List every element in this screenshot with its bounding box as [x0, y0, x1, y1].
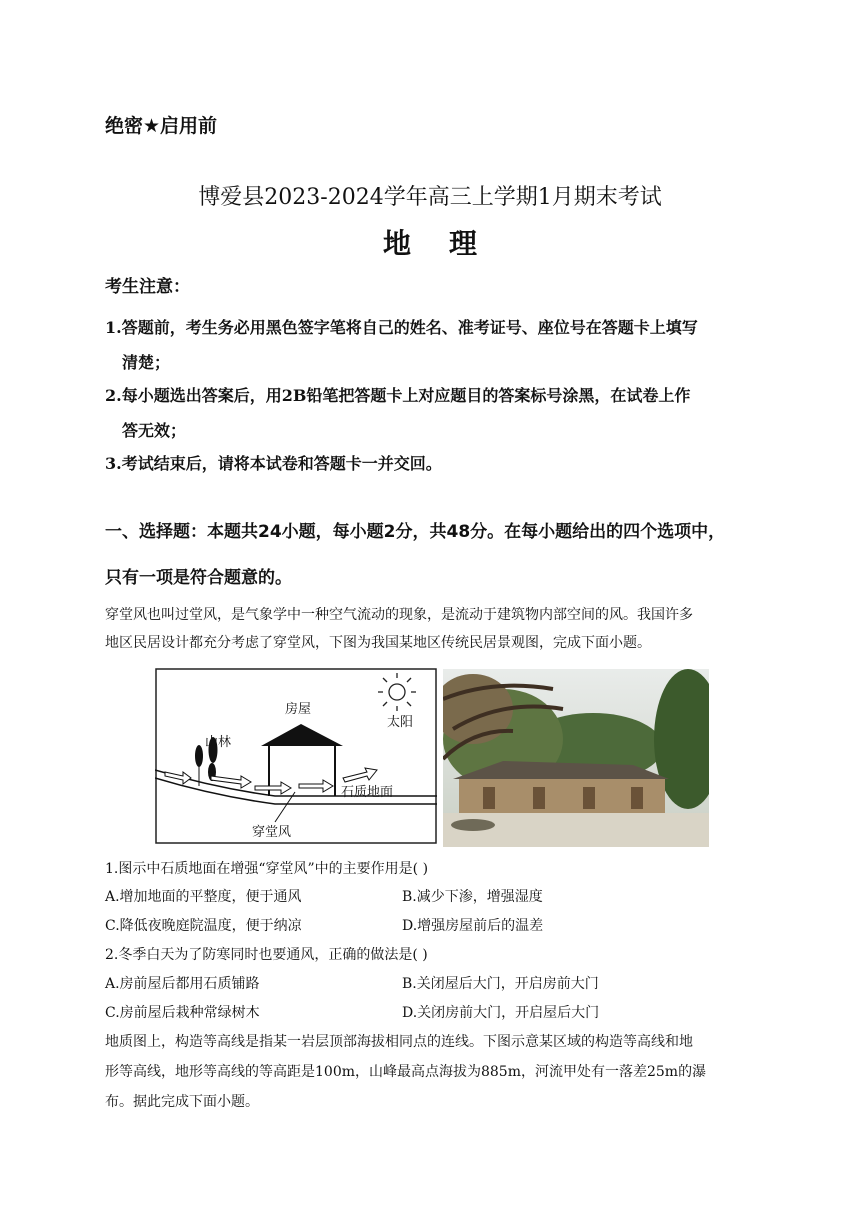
question-1-option-d: D.增强房屋前后的温差	[402, 918, 544, 934]
wind-label: 穿堂风	[252, 825, 292, 840]
notice-item-1: 1.答题前，考生务必用黑色签字笔将自己的姓名、准考证号、座位号在答题卡上填写	[105, 318, 698, 337]
notice-item-2: 2.每小题选出答案后，用2B铅笔把答题卡上对应题目的答案标号涂黑，在试卷上作	[105, 386, 691, 405]
passage-2-line-2: 形等高线，地形等高线的等高距是100m，山峰最高点海拔为885m，河流甲处有一落差25m的瀑	[105, 1064, 707, 1080]
passage-2-line-1: 地质图上，构造等高线是指某一岩层顶部海拔相同点的连线。下图示意某区域的构造等高线和地	[105, 1034, 693, 1050]
question-2-option-b: B.关闭屋后大门，开启房前大门	[402, 976, 599, 992]
notice-item-2-cont: 答无效；	[122, 421, 187, 440]
notice-item-1-cont: 清楚；	[122, 353, 171, 372]
question-2-stem: 2.冬季白天为了防寒同时也要通风，正确的做法是( )	[105, 947, 428, 963]
question-1-stem: 1.图示中石质地面在增强“穿堂风”中的主要作用是( )	[105, 861, 429, 877]
section-heading-cont: 只有一项是符合题意的。	[105, 568, 292, 588]
confidential-mark: 绝密★启用前	[105, 115, 218, 137]
notice-item-3: 3.考试结束后，请将本试卷和答题卡一并交回。	[105, 454, 442, 473]
subject-title: 地理	[382, 227, 515, 260]
section-heading: 一、选择题：本题共24小题，每小题2分，共48分。在每小题给出的四个选项中，	[105, 522, 726, 542]
question-1-option-a: A.增加地面的平整度，便于通风	[105, 889, 302, 905]
question-1-option-c: C.降低夜晚庭院温度，便于纳凉	[105, 918, 302, 934]
notice-heading: 考生注意：	[105, 277, 190, 297]
passage-1-line-2: 地区民居设计都充分考虑了穿堂风，下图为我国某地区传统民居景观图，完成下面小题。	[105, 635, 651, 651]
ground-label: 石质地面	[341, 785, 394, 800]
draught-wind-diagram	[155, 668, 437, 844]
question-1-option-b: B.减少下渗，增强湿度	[402, 889, 543, 905]
forest-label: 山林	[205, 735, 232, 750]
question-2-option-c: C.房前屋后栽种常绿树木	[105, 1005, 260, 1021]
house-label: 房屋	[285, 702, 312, 717]
question-2-option-d: D.关闭房前大门，开启屋后大门	[402, 1005, 600, 1021]
passage-2-line-3: 布。据此完成下面小题。	[105, 1094, 259, 1110]
traditional-dwelling-photo	[443, 669, 709, 847]
passage-1-line-1: 穿堂风也叫过堂风，是气象学中一种空气流动的现象，是流动于建筑物内部空间的风。我国许多	[105, 607, 693, 623]
question-2-option-a: A.房前屋后都用石质铺路	[105, 976, 260, 992]
exam-title: 博爱县2023-2024学年高三上学期1月期末考试	[198, 185, 662, 210]
sun-label: 太阳	[387, 715, 414, 730]
